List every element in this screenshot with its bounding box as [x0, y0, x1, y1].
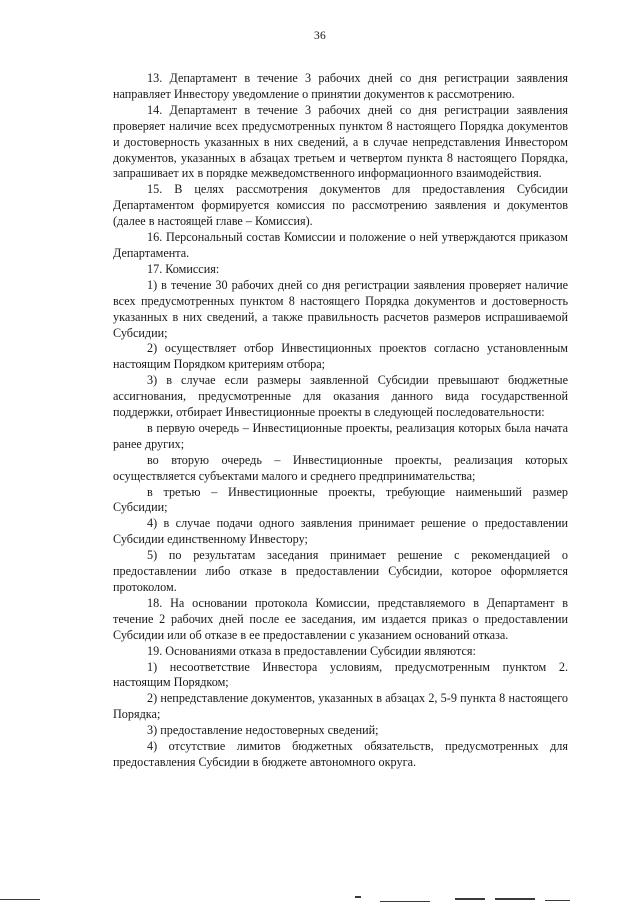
paragraph-17-item-1: 1) в течение 30 рабочих дней со дня регистрации заявления проверяет наличие всех предусмотренных пунктом 8 настоящего Порядка документов и достоверность указанных в них сведений, а также правильность расчетов размеров испрашиваемой Субсидии;: [113, 277, 568, 340]
paragraph-14: 14. Департамент в течение 3 рабочих дней со дня регистрации заявления проверяет наличие всех предусмотренных пунктом 8 настоящего Порядка документов и достоверность указанных в них сведений, а в случае непредставления Инвестором документов, указанных в абзацах третьем и четвертом пункта 8 настоящего Порядка, запрашивает их в порядке межведомственного информационного взаимодействия.: [113, 102, 568, 181]
paragraph-19-item-2: 2) непредставление документов, указанных в абзацах 2, 5-9 пункта 8 настоящего Порядка;: [113, 691, 568, 722]
paragraph-17-item-4: 4) в случае подачи одного заявления принимает решение о предоставлении Субсидии единственному Инвестору;: [113, 516, 568, 547]
paragraph-17-item-3-second: во вторую очередь – Инвестиционные проекты, реализация которых осуществляется субъектами малого и среднего предпринимательства;: [113, 452, 568, 483]
paragraph-17-item-3-third: в третью – Инвестиционные проекты, требующие наименьший размер Субсидии;: [113, 484, 568, 515]
scan-line: [495, 898, 535, 900]
page-number: 36: [313, 30, 327, 42]
scan-line: [0, 899, 40, 900]
document-body: [113, 71, 568, 771]
paragraph-17-item-2: 2) осуществляет отбор Инвестиционных проектов согласно установленным настоящим Порядком критериям отбора;: [113, 341, 568, 372]
paragraph-19-item-3: 3) предоставление недостоверных сведений;: [147, 723, 379, 738]
paragraph-19-item-1: 1) несоответствие Инвестора условиям, предусмотренным пунктом 2. настоящим Порядком;: [113, 659, 568, 690]
paragraph-13: 13. Департамент в течение 3 рабочих дней со дня регистрации заявления направляет Инвестору уведомление о принятии документов к рассмотрению.: [113, 71, 568, 101]
scan-line: [355, 896, 361, 898]
paragraph-19-item-4: 4) отсутствие лимитов бюджетных обязательств, предусмотренных для предоставления Субсидии в бюджете автономного округа.: [113, 739, 568, 769]
scan-line: [380, 901, 430, 902]
paragraph-17: 17. Комиссия:: [147, 261, 220, 276]
paragraph-18: 18. На основании протокола Комиссии, представляемого в Департамент в течение 2 рабочих дней после ее заседания, им издается приказ о предоставлении Субсидии или об отказе в ее предоставлении с указанием оснований отказа.: [113, 595, 568, 642]
paragraph-19: 19. Основаниями отказа в предоставлении Субсидии являются:: [147, 643, 476, 658]
paragraph-17-item-3-first: в первую очередь – Инвестиционные проекты, реализация которых была начата ранее других;: [113, 420, 568, 451]
scan-line: [545, 900, 570, 901]
scan-artifacts: [0, 895, 640, 905]
paragraph-17-item-3: 3) в случае если размеры заявленной Субсидии превышают бюджетные ассигнования, предусмотренные для оказания данного вида государственной поддержки, отбирает Инвестиционные проекты в следующей последовательности:: [113, 373, 568, 420]
paragraph-17-item-5: 5) по результатам заседания принимает решение с рекомендацией о предоставлении либо отказе в предоставлении Субсидии, которое оформляется протоколом.: [113, 548, 568, 594]
scan-line: [455, 898, 485, 900]
paragraph-16: 16. Персональный состав Комиссии и положение о ней утверждаются приказом Департамента.: [113, 230, 568, 260]
paragraph-15: 15. В целях рассмотрения документов для предоставления Субсидии Департаментом формируется комиссия по рассмотрению заявления и документов (далее в настоящей главе – Комиссия).: [113, 182, 568, 229]
